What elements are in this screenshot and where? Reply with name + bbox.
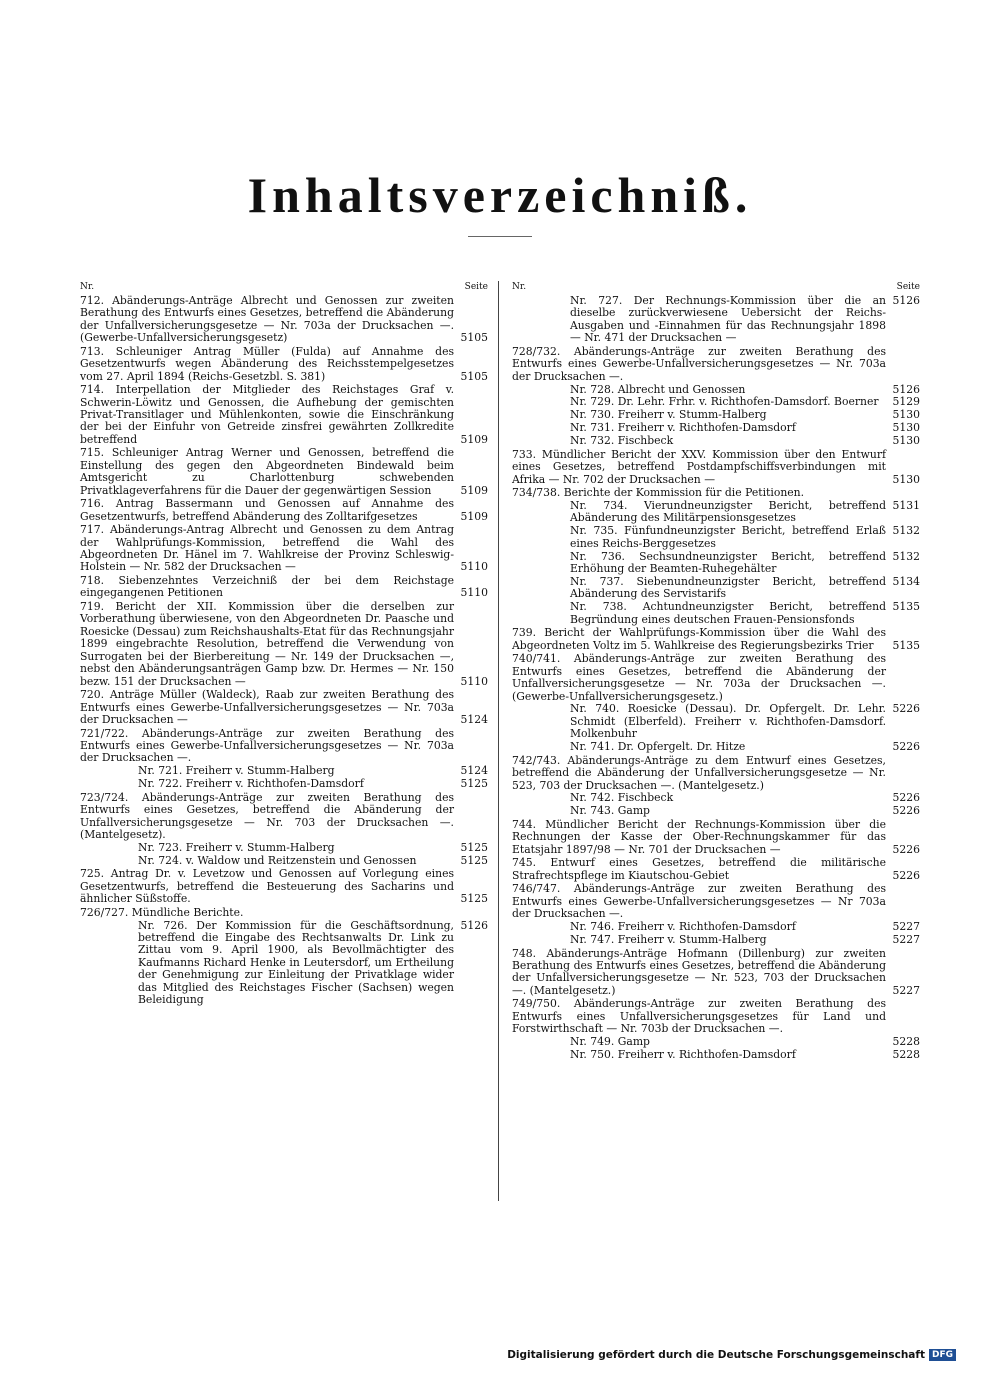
toc-entry-row	[512, 883, 920, 920]
toc-entry-row	[512, 948, 920, 998]
column-header	[512, 281, 920, 293]
toc-sub-entry	[512, 409, 920, 421]
toc-entry-text	[80, 575, 454, 600]
toc-entry-row	[512, 819, 920, 856]
toc-entry	[512, 346, 920, 448]
toc-sub-entry-text: Nr. 743. Gamp	[570, 804, 650, 818]
toc-entry-number: 740/741.	[512, 652, 561, 666]
toc-entry-number: 728/732.	[512, 344, 561, 358]
toc-entry-text	[512, 449, 886, 486]
toc-entry-title: Abänderungs-Anträge zur zweiten Berathung des Entwurfs eines Gewerbe-Unfallversicherungsgesetzes — Nr. 703a der Drucksachen —.	[80, 726, 455, 765]
toc-sub-entry-text: Nr. 750. Freiherr v. Richthofen-Damsdorf	[570, 1048, 796, 1062]
nr-header: Nr.	[80, 282, 95, 292]
toc-sub-entry-page: 5125	[460, 777, 488, 791]
toc-sub-entry-page: 5130	[892, 434, 920, 448]
toc-entry-title: Antrag Bassermann und Genossen auf Annahme des Gesetzentwurfs, betreffend Abänderung des Zolltarifgesetzes	[80, 497, 454, 523]
toc-entry-text	[80, 295, 454, 345]
toc-entry-number: 749/750.	[512, 997, 561, 1011]
toc-entry-number: 719.	[80, 600, 105, 614]
toc-entry-text	[80, 689, 454, 726]
toc-sub-entry	[512, 422, 920, 434]
toc-entry-title: Abänderungs-Anträge zur zweiten Berathung des Entwurfs eines Unfallversicherungsgesetzes für Land und Forstwirthschaft — Nr. 703b der Drucksachen —.	[512, 997, 887, 1036]
toc-sub-entry-page: 5135	[892, 600, 920, 614]
toc-sub-entry-page: 5226	[892, 791, 920, 805]
toc-entry-number: 715.	[80, 446, 105, 460]
toc-entry-title: Abänderungs-Anträge zur zweiten Berathung des Entwurfs eines Gewerbe-Unfallversicherungsgesetzes — Nr. 703a der Drucksachen —.	[512, 344, 887, 383]
toc-sub-entry-text: Nr. 746. Freiherr v. Richthofen-Damsdorf	[570, 920, 796, 934]
toc-sub-entry-text: Nr. 730. Freiherr v. Stumm-Halberg	[570, 408, 767, 422]
toc-entry-title: Abänderungs-Anträge Hofmann (Dillenburg) zur zweiten Berathung des Entwurfs eines Gesetzes, betreffend die Abänderung der Unfallversicherungsgesetze — Nr. 523, 703 der Drucksachen —. (Mantelgesetz.)	[512, 946, 886, 997]
toc-entry-row	[80, 601, 488, 688]
toc-entry-number: 714.	[80, 383, 105, 397]
toc-sub-entry-page: 5226	[892, 804, 920, 818]
toc-entry-title: Schleuniger Antrag Werner und Genossen, betreffend die Einstellung des gegen den Abgeordneten Bindewald beim Amtsgericht zu Charlottenburg schwebenden Privatklageverfahrens für die Dauer der gegenwärtigen Session	[80, 446, 454, 497]
toc-sub-entry	[512, 601, 920, 626]
toc-entry-number: 712.	[80, 294, 105, 307]
toc-entry-page: 5135	[892, 638, 920, 652]
toc-sub-entry-page: 5227	[892, 933, 920, 946]
toc-sub-entry-text: Nr. 722. Freiherr v. Richthofen-Damsdorf	[138, 777, 364, 791]
left-column	[80, 281, 488, 1008]
toc-entry-row	[80, 524, 488, 574]
toc-sub-entry	[512, 295, 920, 345]
page-title: Inhaltsverzeichniß.	[247, 167, 753, 223]
footer-text: Digitalisierung gefördert durch die Deutsche Forschungsgemeinschaft	[507, 1349, 925, 1361]
toc-entry-title: Schleuniger Antrag Müller (Fulda) auf Annahme des Gesetzentwurfs wegen Abänderung des Reichsstempelgesetzes vom 27. April 1894 (Reichs-Gesetzbl. S. 381)	[80, 344, 455, 383]
toc-entry	[80, 728, 488, 791]
toc-entry-number: 713.	[80, 344, 105, 358]
toc-sub-entry-text: Nr. 737. Siebenundneunzigster Bericht, betreffend Abänderung des Servistarifs	[570, 575, 886, 601]
toc-entry-page: 5226	[892, 842, 920, 856]
toc-entry-title: Abänderungs-Anträge zu dem Entwurf eines Gesetzes, betreffend die Abänderung der Unfallversicherungsgesetze — Nr. 523, 703 der Drucksachen —. (Mantelgesetz.)	[512, 753, 886, 792]
toc-entry	[80, 346, 488, 383]
toc-entry-number: 745.	[512, 856, 537, 870]
toc-entry-text	[512, 857, 886, 882]
toc-entry-title: Abänderungs-Anträge zur zweiten Berathung des Entwurfs eines Gesetzes, betreffend die Abänderung der Unfallversicherungsgesetze — Nr. 703 der Drucksachen —. (Mantelgesetz).	[80, 790, 455, 841]
toc-entry-page: 5125	[460, 892, 488, 906]
toc-entry-page: 5124	[460, 712, 488, 726]
toc-entry-text	[512, 487, 886, 499]
toc-entry-title: Abänderungs-Anträge zur zweiten Berathung des Entwurfs eines Gewerbe-Unfallversicherungsgesetzes — Nr 703a der Drucksachen —.	[512, 882, 887, 921]
seite-header: Seite	[896, 282, 920, 292]
toc-sub-entry	[80, 842, 488, 854]
toc-sub-entry-page: 5126	[460, 918, 488, 932]
toc-entry-number: 748.	[512, 946, 537, 960]
toc-sub-entry	[80, 920, 488, 1007]
toc-entry	[80, 689, 488, 726]
toc-entry-title: Mündlicher Bericht der XXV. Kommission über den Entwurf eines Gesetzes, betreffend Postdampfschiffsverbindungen mit Afrika — Nr. 702 der Drucksachen —	[512, 447, 887, 486]
toc-entry-number: 716.	[80, 497, 105, 511]
toc-entry	[80, 601, 488, 688]
toc-entry	[512, 755, 920, 818]
toc-entry	[512, 819, 920, 856]
toc-sub-entry	[512, 805, 920, 817]
toc-entry-row	[80, 728, 488, 765]
toc-sub-entry-text: Nr. 726. Der Kommission für die Geschäftsordnung, betreffend die Eingabe des Rechtsanwalts Dr. Link zu Zittau vom 9. April 1900, als Bevollmächtigter des Kaufmanns Richard Henke in Leutersdorf, um Ertheilung der Genehmigung zur Einleitung der Privatklage wider das Mitglied des Reichstages Fischer (Sachsen) wegen Beleidigung	[138, 918, 454, 1007]
toc-sub-entry-text: Nr. 747. Freiherr v. Stumm-Halberg	[570, 933, 767, 946]
toc-sub-entry	[512, 576, 920, 601]
toc-entry	[512, 653, 920, 753]
toc-entry	[512, 857, 920, 882]
toc-entry	[80, 524, 488, 574]
toc-sub-entry-text: Nr. 724. v. Waldow und Reitzenstein und Genossen	[138, 853, 417, 867]
toc-sub-entry-text: Nr. 732. Fischbeck	[570, 434, 674, 448]
toc-sub-entry	[512, 921, 920, 933]
toc-sub-entry-text: Nr. 731. Freiherr v. Richthofen-Damsdorf	[570, 421, 796, 435]
toc-sub-entry-text: Nr. 727. Der Rechnungs-Kommission über die an dieselbe zurückverwiesene Uebersicht der Reichs-Ausgaben und -Einnahmen für das Rechnungsjahr 1898 — Nr. 471 der Drucksachen —	[570, 294, 886, 345]
toc-entry-text	[512, 755, 886, 792]
toc-entry-text	[512, 819, 886, 856]
toc-sub-entry	[80, 778, 488, 790]
toc-sub-entry	[512, 934, 920, 946]
toc-entry-title: Mündlicher Bericht der Rechnungs-Kommission über die Rechnungen der Kasse der Ober-Rechnungskammer für das Etatsjahr 1897/98 — Nr. 701 der Drucksachen —	[512, 817, 886, 856]
toc-entry-page: 5105	[460, 331, 488, 345]
toc-entry-text	[512, 346, 886, 383]
toc-sub-entry-page: 5124	[460, 764, 488, 778]
toc-sub-entry	[80, 765, 488, 777]
toc-sub-entry-page: 5130	[892, 408, 920, 422]
toc-sub-entry	[512, 792, 920, 804]
toc-entry-page: 5109	[460, 509, 488, 523]
toc-sub-entry-page: 5226	[892, 702, 920, 716]
toc-entry-row	[80, 498, 488, 523]
toc-sub-entry-page: 5125	[460, 853, 488, 867]
toc-entry-number: 721/722.	[80, 726, 129, 740]
toc-entry-title: Anträge Müller (Waldeck), Raab zur zweiten Berathung des Entwurfs eines Gewerbe-Unfallversicherungsgesetzes — Nr. 703a der Drucksachen —	[80, 688, 455, 726]
toc-entry-row	[80, 868, 488, 905]
toc-entry	[512, 883, 920, 946]
toc-entry	[80, 575, 488, 600]
toc-entry-title: Berichte der Kommission für die Petitionen.	[563, 486, 805, 500]
toc-sub-entry	[512, 435, 920, 447]
toc-sub-entry-page: 5129	[892, 395, 920, 409]
toc-sub-entry-text: Nr. 740. Roesicke (Dessau). Dr. Opfergelt. Dr. Lehr. Schmidt (Elberfeld). Freiherr v. Richthofen-Damsdorf. Molkenbuhr	[570, 702, 886, 741]
toc-entry-title: Bericht der XII. Kommission über die derselben zur Vorberathung überwiesene, von den Abgeordneten Dr. Paasche und Roesicke (Dessau) zum Reichshaushalts-Etat für das Rechnungsjahr 1899 eingebrachte Resolution, betreffend die Verwendung von Surrogaten bei der Bierbereitung — Nr. 149 der Drucksachen —, nebst den Abänderungsanträgen Gamp bzw. Dr. Hermes — Nr. 150 bezw. 151 der Drucksachen —	[80, 600, 454, 688]
toc-entry-text	[80, 447, 454, 497]
toc-sub-entry-page: 5132	[892, 549, 920, 563]
toc-entry-number: 720.	[80, 688, 105, 702]
toc-entry-number: 717.	[80, 523, 105, 537]
toc-entry-text	[80, 601, 454, 688]
toc-sub-entry	[512, 703, 920, 740]
toc-sub-entry-page: 5134	[892, 575, 920, 588]
toc-entry-text	[80, 728, 454, 765]
column-header	[80, 281, 488, 293]
toc-sub-entry-text: Nr. 742. Fischbeck	[570, 791, 674, 805]
toc-entry-text	[80, 384, 454, 446]
toc-sub-entry-text: Nr. 738. Achtundneunzigster Bericht, betreffend Begründung eines deutschen Frauen-Pensionsfonds	[570, 600, 886, 626]
toc-entry-row	[512, 346, 920, 383]
toc-sub-entry-page: 5226	[892, 740, 920, 754]
toc-entry	[512, 295, 920, 345]
toc-entry-title: Abänderungs-Anträge Albrecht und Genossen zur zweiten Berathung des Entwurfs eines Gesetzes, betreffend die Abänderung der Unfallversicherungsgesetze — Nr. 703a der Drucksachen —. (Gewerbe-Unfallversicherungsgesetz)	[80, 294, 454, 345]
toc-entry-number: 744.	[512, 817, 537, 831]
toc-sub-entry	[512, 500, 920, 525]
toc-entry-text	[80, 907, 454, 919]
toc-entry-page: 5109	[460, 432, 488, 446]
toc-entry	[80, 384, 488, 446]
toc-sub-entry-page: 5125	[460, 840, 488, 854]
toc-entry-title: Bericht der Wahlprüfungs-Kommission über die Wahl des Abgeordneten Voltz im 5. Wahlkreise des Regierungsbezirks Trier	[512, 626, 886, 652]
toc-entry-title: Abänderungs-Anträge zur zweiten Berathung des Entwurfs eines Gesetzes, betreffend die Abänderung der Unfallversicherungsgesetze — Nr. 703a der Drucksachen —. (Gewerbe-Unfallversicherungsgesetz.)	[512, 652, 887, 703]
toc-entry-title: Antrag Dr. v. Levetzow und Genossen auf Vorlegung eines Gesetzentwurfs, betreffend die Besteuerung des Sacharins und ähnlicher Süßstoffe.	[80, 867, 454, 906]
toc-sub-entry-page: 5132	[892, 524, 920, 538]
toc-sub-entry-text: Nr. 734. Vierundneunzigster Bericht, betreffend Abänderung des Militärpensionsgesetzes	[570, 499, 886, 525]
toc-entry-text	[512, 653, 886, 703]
toc-entry	[80, 447, 488, 497]
toc-entry	[80, 907, 488, 1007]
nr-header: Nr.	[512, 282, 527, 292]
toc-entry-row	[512, 998, 920, 1035]
toc-entry-page: 5109	[460, 483, 488, 497]
toc-entry-row	[512, 857, 920, 882]
footer	[507, 1349, 956, 1361]
toc-entry	[80, 295, 488, 345]
toc-entry-row	[80, 295, 488, 345]
toc-sub-entry-page: 5227	[892, 920, 920, 934]
toc-entry-title: Interpellation der Mitglieder des Reichstages Graf v. Schwerin-Löwitz und Genossen, die Aufhebung der gemischten Privat-Transitlager und Mühlenkonten, sowie die Einschränkung der bei der Einfuhr von Getreide zinsfrei gewährten Zollkredite betreffend	[80, 383, 455, 446]
toc-sub-entry-page: 5126	[892, 294, 920, 307]
toc-entry-number: 734/738.	[512, 486, 561, 500]
toc-entry-text	[80, 792, 454, 842]
toc-entry	[80, 868, 488, 905]
toc-entry-row	[512, 627, 920, 652]
toc-entry-row	[512, 653, 920, 703]
dfg-logo: DFG	[929, 1349, 956, 1361]
toc-entry	[512, 948, 920, 998]
toc-sub-entry-page: 5131	[892, 499, 920, 513]
toc-entry-number: 725.	[80, 867, 105, 881]
toc-entry-page: 5110	[460, 560, 488, 574]
toc-sub-entry-text: Nr. 728. Albrecht und Genossen	[570, 382, 746, 396]
toc-sub-entry-text: Nr. 735. Fünfundneunzigster Bericht, betreffend Erlaß eines Reichs-Berggesetzes	[570, 524, 886, 550]
toc-sub-entry-text: Nr. 723. Freiherr v. Stumm-Halberg	[138, 840, 335, 854]
toc-entry-row	[80, 447, 488, 497]
toc-entry-number: 739.	[512, 626, 537, 640]
toc-entry-text	[512, 627, 886, 652]
toc-entry-row	[512, 755, 920, 792]
toc-entry-row	[80, 689, 488, 726]
toc-entry-text	[80, 498, 454, 523]
toc-entry-title: Entwurf eines Gesetzes, betreffend die militärische Strafrechtspflege im Kiautschou-Gebiet	[512, 856, 886, 882]
toc-entry-row	[80, 346, 488, 383]
toc-entry-row	[80, 907, 488, 919]
toc-sub-entry-text: Nr. 741. Dr. Opfergelt. Dr. Hitze	[570, 740, 746, 754]
toc-sub-entry-page: 5228	[892, 1035, 920, 1049]
toc-sub-entry-page: 5130	[892, 421, 920, 435]
column-divider	[498, 281, 499, 1201]
toc-entry	[512, 487, 920, 626]
toc-entry-text	[512, 883, 886, 920]
toc-entry	[80, 792, 488, 867]
toc-entry	[512, 449, 920, 486]
toc-entry-row	[80, 792, 488, 842]
toc-sub-entry	[512, 1036, 920, 1048]
toc-sub-entry	[512, 741, 920, 753]
toc-entry-number: 726/727.	[80, 905, 129, 919]
toc-entry-number: 746/747.	[512, 882, 561, 896]
toc-entry-text	[80, 524, 454, 574]
toc-entry-title: Abänderungs-Antrag Albrecht und Genossen zu dem Antrag der Wahlprüfungs-Kommission, betreffend die Wahl des Abgeordneten Dr. Hänel im 7. Wahlkreise der Provinz Schleswig-Holstein — Nr. 582 der Drucksachen —	[80, 523, 454, 574]
toc-entry-number: 718.	[80, 574, 105, 588]
toc-entry-page: 5110	[460, 586, 488, 600]
toc-entry-row	[512, 449, 920, 486]
toc-sub-entry	[512, 1049, 920, 1061]
toc-entry-number: 733.	[512, 447, 537, 461]
right-column	[512, 281, 920, 1063]
title-rule	[468, 236, 532, 237]
toc-sub-entry	[512, 551, 920, 576]
toc-entry-title: Siebenzehntes Verzeichniß der bei dem Reichstage eingegangenen Petitionen	[80, 574, 454, 600]
toc-entry-page: 5227	[892, 983, 920, 997]
toc-entry	[512, 627, 920, 652]
toc-entry-text	[512, 948, 886, 998]
toc-sub-entry-text: Nr. 736. Sechsundneunzigster Bericht, betreffend Erhöhung der Beamten-Ruhegehälter	[570, 549, 886, 576]
toc-sub-entry-text: Nr. 721. Freiherr v. Stumm-Halberg	[138, 764, 335, 778]
toc-entry-page: 5226	[892, 868, 920, 882]
toc-sub-entry-page: 5126	[892, 382, 920, 396]
toc-entry-text	[512, 998, 886, 1035]
toc-sub-entry	[512, 525, 920, 550]
toc-sub-entry-page: 5228	[892, 1048, 920, 1062]
toc-entry-page: 5105	[460, 369, 488, 383]
toc-sub-entry	[512, 384, 920, 396]
seite-header: Seite	[464, 282, 488, 292]
toc-entry	[512, 998, 920, 1061]
toc-entry-number: 723/724.	[80, 790, 129, 804]
toc-entry-text	[80, 346, 454, 383]
toc-entry-row	[80, 384, 488, 446]
toc-entry-row	[512, 487, 920, 499]
toc-sub-entry	[512, 396, 920, 408]
toc-entry-row	[80, 575, 488, 600]
toc-entry	[80, 498, 488, 523]
toc-sub-entry-text: Nr. 749. Gamp	[570, 1035, 650, 1049]
toc-entry-title: Mündliche Berichte.	[131, 905, 244, 919]
toc-entry-text	[80, 868, 454, 905]
toc-entry-page: 5110	[460, 674, 488, 688]
toc-sub-entry	[80, 855, 488, 867]
toc-entry-page: 5130	[892, 472, 920, 486]
toc-sub-entry-text: Nr. 729. Dr. Lehr. Frhr. v. Richthofen-Damsdorf. Boerner	[570, 395, 879, 409]
toc-entry-number: 742/743.	[512, 753, 561, 767]
